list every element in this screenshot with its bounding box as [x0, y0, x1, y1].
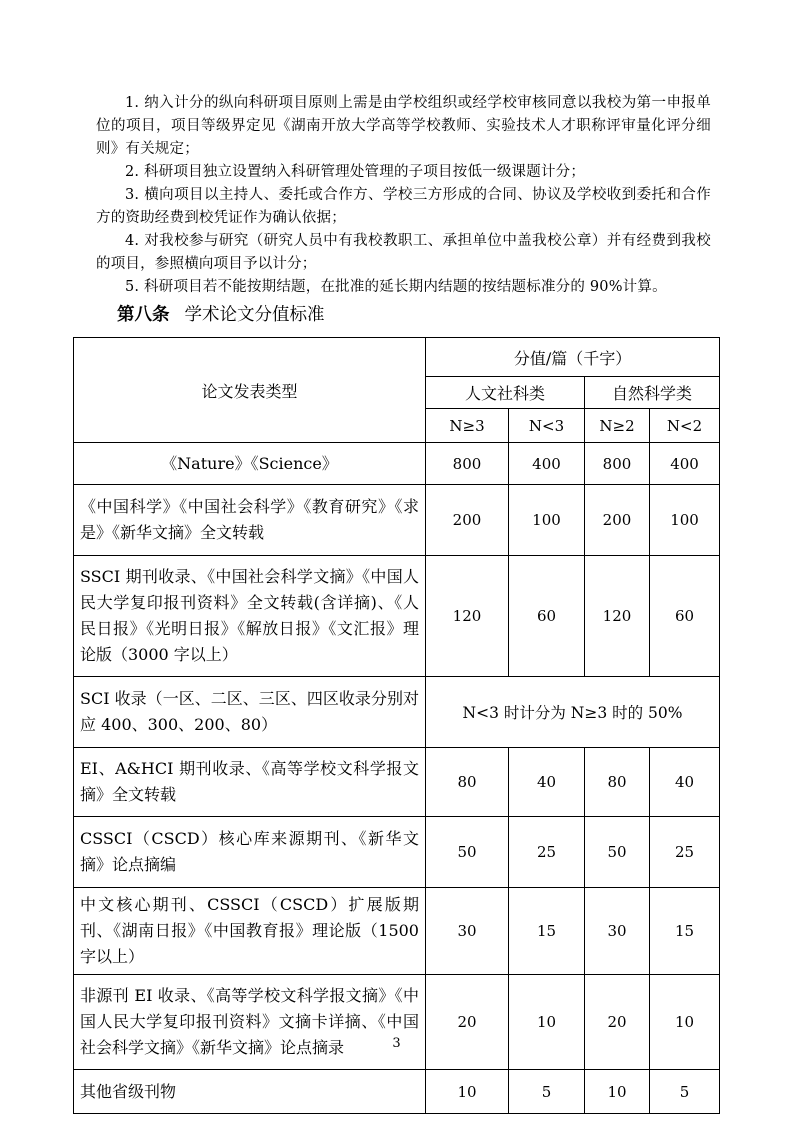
cell-value: 10: [509, 975, 585, 1070]
row-label: 其他省级刊物: [74, 1070, 426, 1114]
cell-value: 40: [650, 748, 720, 817]
cell-value: 30: [585, 888, 650, 975]
cell-value: 10: [585, 1070, 650, 1114]
paragraph-3: 3. 横向项目以主持人、委托或合作方、学校三方形成的合同、协议及学校收到委托和合作方的资助经费到校凭证作为确认依据；: [96, 187, 711, 226]
cell-value: 80: [585, 748, 650, 817]
table-row: [74, 485, 720, 556]
cell-value: 5: [509, 1070, 585, 1114]
header-natural-science: 自然科学类: [585, 377, 720, 409]
subheader-n-lt-3: N<3: [509, 409, 585, 443]
cell-value: 25: [509, 817, 585, 888]
cell-value: 30: [426, 888, 509, 975]
cell-value: 20: [585, 975, 650, 1070]
cell-value: 25: [650, 817, 720, 888]
cell-value: 120: [585, 556, 650, 677]
paragraph-5: 5. 科研项目若不能按期结题，在批准的延长期内结题的按结题标准分的 90%计算。: [125, 279, 667, 295]
cell-value: 5: [650, 1070, 720, 1114]
cell-value: 200: [426, 485, 509, 556]
row-label: 非源刊 EI 收录、《高等学校文科学报文摘》《中国人民大学复印报刊资料》文摘卡详摘、《中国社会科学文摘》《新华文摘》论点摘录: [74, 975, 426, 1070]
cell-value: 400: [650, 443, 720, 485]
cell-value: 15: [650, 888, 720, 975]
cell-value: 20: [426, 975, 509, 1070]
table-row: [74, 556, 720, 677]
subheader-n-ge-3: N≥3: [426, 409, 509, 443]
subheader-n-lt-2: N<2: [650, 409, 720, 443]
cell-value: 60: [509, 556, 585, 677]
section-heading: [117, 301, 325, 329]
table-row: [74, 677, 720, 748]
cell-value: 10: [650, 975, 720, 1070]
cell-value: 200: [585, 485, 650, 556]
row-label: 中文核心期刊、CSSCI（CSCD）扩展版期刊、《湖南日报》《中国教育报》理论版（1500 字以上）: [74, 888, 426, 975]
table-row: [74, 888, 720, 975]
cell-value: 80: [426, 748, 509, 817]
cell-value: 10: [426, 1070, 509, 1114]
cell-value: 100: [509, 485, 585, 556]
cell-value: 400: [509, 443, 585, 485]
header-humanities: 人文社科类: [426, 377, 585, 409]
table-row: [74, 748, 720, 817]
cell-value: 50: [585, 817, 650, 888]
subheader-n-ge-2: N≥2: [585, 409, 650, 443]
cell-value: 100: [650, 485, 720, 556]
cell-value: 15: [509, 888, 585, 975]
page-number: 3: [392, 1036, 401, 1051]
body-paragraphs: [96, 92, 711, 299]
table-header-row-1: [74, 338, 720, 377]
row-label: 《Nature》《Science》: [74, 443, 426, 485]
row-label: CSSCI（CSCD）核心库来源期刊、《新华文摘》论点摘编: [74, 817, 426, 888]
row-label: EI、A&HCI 期刊收录、《高等学校文科学报文摘》全文转载: [74, 748, 426, 817]
merged-note-cell: N<3 时计分为 N≥3 时的 50%: [426, 677, 720, 748]
row-label: SCI 收录（一区、二区、三区、四区收录分别对应 400、300、200、80）: [74, 677, 426, 748]
row-label: 《中国科学》《中国社会科学》《教育研究》《求是》《新华文摘》全文转载: [74, 485, 426, 556]
cell-value: 120: [426, 556, 509, 677]
table-row: [74, 975, 720, 1070]
table-row: [74, 817, 720, 888]
table-row: [74, 443, 720, 485]
heading-title: 学术论文分值标准: [184, 305, 325, 325]
cell-value: 40: [509, 748, 585, 817]
cell-value: 50: [426, 817, 509, 888]
header-paper-type: 论文发表类型: [74, 338, 426, 443]
cell-value: 60: [650, 556, 720, 677]
row-label: SSCI 期刊收录、《中国社会科学文摘》《中国人民大学复印报刊资料》全文转载(含详摘)、《人民日报》《光明日报》《解放日报》《文汇报》理论版（3000 字以上）: [74, 556, 426, 677]
table-row: [74, 1070, 720, 1114]
heading-article-number: 第八条: [117, 305, 170, 325]
header-score-per-piece: 分值/篇（千字）: [426, 338, 720, 377]
paper-score-table: [73, 337, 720, 1114]
cell-value: 800: [585, 443, 650, 485]
paragraph-4: 4. 对我校参与研究（研究人员中有我校教职工、承担单位中盖我校公章）并有经费到我校的项目，参照横向项目予以计分；: [96, 233, 711, 272]
paragraph-2: 2. 科研项目独立设置纳入科研管理处管理的子项目按低一级课题计分；: [125, 164, 586, 180]
paragraph-1: 1. 纳入计分的纵向科研项目原则上需是由学校组织或经学校审核同意以我校为第一申报单位的项目，项目等级界定见《湖南开放大学高等学校教师、实验技术人才职称评审量化评分细则》有关规定；: [96, 95, 711, 157]
cell-value: 800: [426, 443, 509, 485]
